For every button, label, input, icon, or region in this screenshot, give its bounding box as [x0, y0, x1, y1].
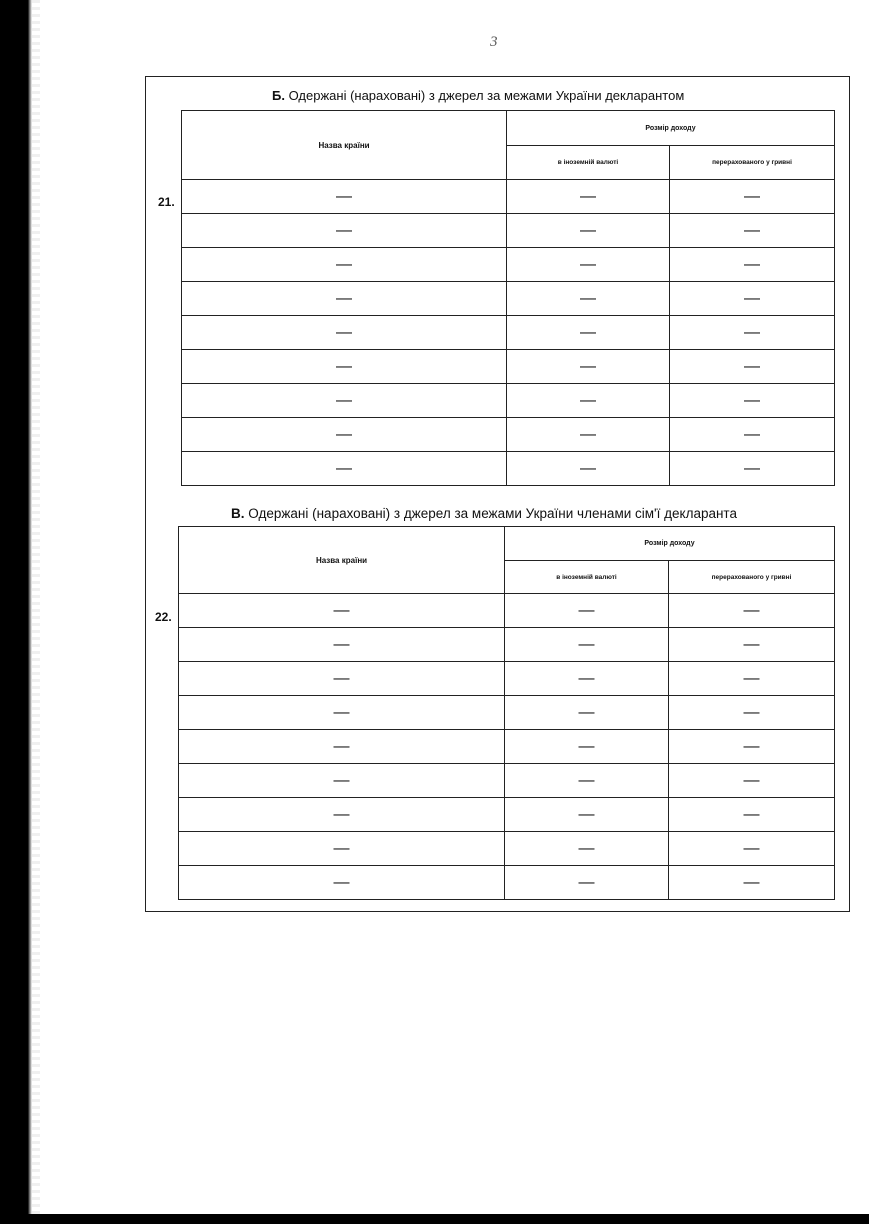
country-header: Назва країни	[179, 527, 505, 594]
converted-uah-header: перерахованого у гривні	[670, 146, 835, 180]
page-number: 3	[490, 34, 498, 50]
foreign-currency-cell: —	[505, 662, 669, 696]
converted-uah-cell: —	[669, 628, 835, 662]
table-row	[182, 384, 835, 418]
foreign-currency-header: в іноземній валюті	[505, 561, 669, 594]
table-row	[179, 764, 835, 798]
section-v-title-text: Одержані (нараховані) з джерел за межами України членами сім'ї декларанта	[248, 506, 737, 521]
converted-uah-cell: —	[669, 764, 835, 798]
section-b-title-text: Одержані (нараховані) з джерел за межами України декларантом	[288, 88, 685, 103]
table-row	[182, 350, 835, 384]
scan-noise	[32, 0, 40, 1224]
country-cell: —	[179, 662, 505, 696]
foreign-currency-cell: —	[505, 764, 669, 798]
table-row	[179, 832, 835, 866]
foreign-currency-cell: —	[507, 248, 670, 282]
country-cell: —	[179, 832, 505, 866]
converted-uah-cell: —	[670, 350, 835, 384]
converted-uah-cell: —	[669, 696, 835, 730]
section-b-row-number: 21.	[158, 195, 175, 209]
converted-uah-cell: —	[670, 248, 835, 282]
foreign-currency-cell: —	[505, 832, 669, 866]
country-cell: —	[179, 866, 505, 900]
foreign-currency-cell: —	[507, 180, 670, 214]
country-cell: —	[179, 798, 505, 832]
foreign-currency-cell: —	[507, 452, 670, 486]
country-cell: —	[182, 384, 507, 418]
foreign-currency-cell: —	[505, 866, 669, 900]
country-cell: —	[179, 628, 505, 662]
converted-uah-cell: —	[670, 316, 835, 350]
foreign-currency-cell: —	[507, 418, 670, 452]
table-row	[179, 696, 835, 730]
foreign-currency-cell: —	[507, 350, 670, 384]
foreign-currency-cell: —	[507, 214, 670, 248]
country-header: Назва країни	[182, 111, 507, 180]
converted-uah-cell: —	[669, 730, 835, 764]
country-cell: —	[179, 696, 505, 730]
converted-uah-cell: —	[669, 662, 835, 696]
foreign-currency-cell: —	[507, 384, 670, 418]
converted-uah-cell: —	[669, 866, 835, 900]
converted-uah-cell: —	[669, 594, 835, 628]
foreign-currency-cell: —	[507, 282, 670, 316]
country-cell: —	[182, 418, 507, 452]
foreign-currency-cell: —	[505, 628, 669, 662]
country-cell: —	[182, 350, 507, 384]
country-cell: —	[182, 316, 507, 350]
country-cell: —	[182, 452, 507, 486]
table-row	[179, 730, 835, 764]
country-cell: —	[179, 594, 505, 628]
country-cell: —	[179, 730, 505, 764]
converted-uah-cell: —	[670, 180, 835, 214]
foreign-currency-cell: —	[505, 696, 669, 730]
section-b-table	[181, 110, 835, 486]
table-row	[179, 628, 835, 662]
converted-uah-cell: —	[670, 418, 835, 452]
section-v-prefix: В.	[231, 506, 245, 521]
section-v-row-number: 22.	[155, 610, 172, 624]
converted-uah-cell: —	[670, 214, 835, 248]
country-cell: —	[182, 180, 507, 214]
income-size-header: Розмір доходу	[505, 527, 835, 561]
table-row	[179, 662, 835, 696]
scan-edge-shadow	[0, 0, 32, 1224]
converted-uah-cell: —	[669, 832, 835, 866]
converted-uah-cell: —	[669, 798, 835, 832]
table-row	[182, 180, 835, 214]
table-row	[182, 418, 835, 452]
table-row	[179, 866, 835, 900]
section-v-title	[231, 506, 737, 521]
foreign-currency-cell: —	[505, 798, 669, 832]
foreign-currency-header: в іноземній валюті	[507, 146, 670, 180]
converted-uah-cell: —	[670, 384, 835, 418]
table-row	[182, 248, 835, 282]
country-cell: —	[182, 248, 507, 282]
table-row	[182, 214, 835, 248]
foreign-currency-cell: —	[507, 316, 670, 350]
converted-uah-cell: —	[670, 282, 835, 316]
section-v-table	[178, 526, 835, 900]
foreign-currency-cell: —	[505, 730, 669, 764]
scan-bottom-edge	[0, 1214, 869, 1224]
table-row	[179, 594, 835, 628]
country-cell: —	[179, 764, 505, 798]
converted-uah-cell: —	[670, 452, 835, 486]
foreign-currency-cell: —	[505, 594, 669, 628]
section-b-prefix: Б.	[272, 88, 285, 103]
income-size-header: Розмір доходу	[507, 111, 835, 146]
table-row	[182, 282, 835, 316]
country-cell: —	[182, 214, 507, 248]
table-row	[182, 316, 835, 350]
converted-uah-header: перерахованого у гривні	[669, 561, 835, 594]
country-cell: —	[182, 282, 507, 316]
section-b-title	[272, 88, 684, 103]
table-row	[182, 452, 835, 486]
table-row	[179, 798, 835, 832]
